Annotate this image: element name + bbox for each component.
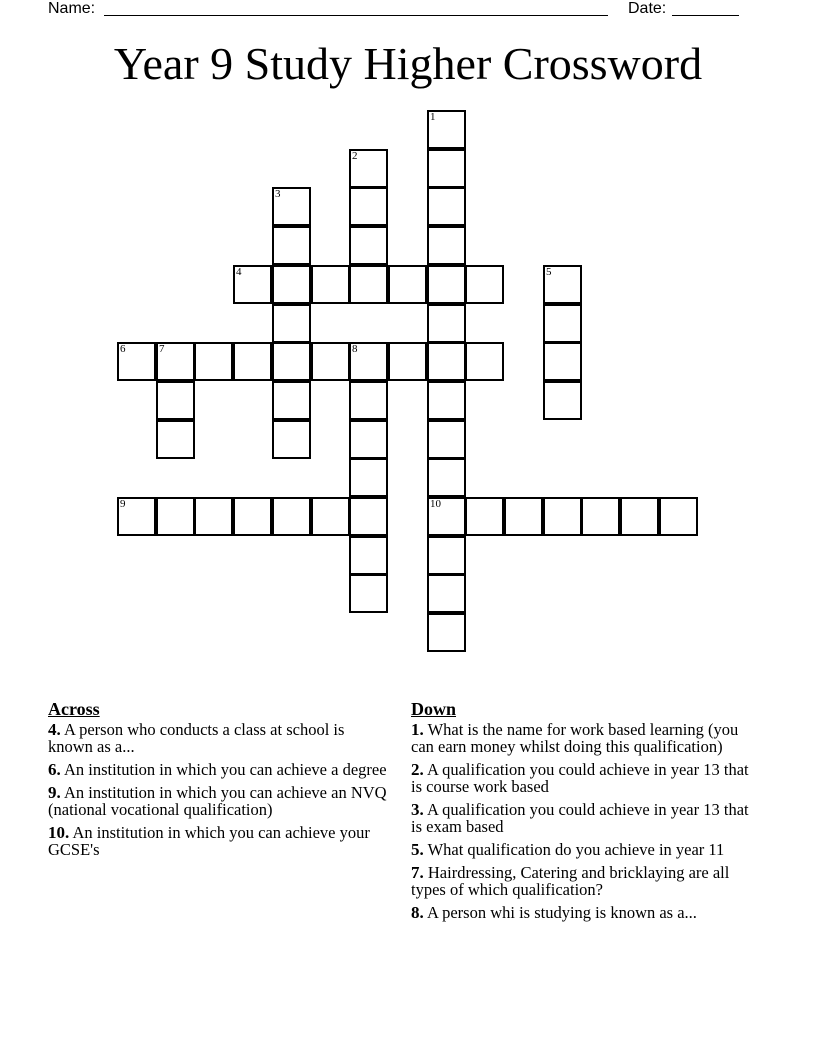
crossword-cell[interactable] bbox=[272, 381, 311, 420]
clue-text: Hairdressing, Catering and bricklaying are all types of which qualification? bbox=[411, 863, 730, 899]
crossword-cell[interactable] bbox=[117, 497, 156, 536]
cell-number: 1 bbox=[430, 111, 436, 123]
name-label: Name: bbox=[48, 0, 96, 17]
down-clues bbox=[411, 698, 756, 927]
clue-text: An institution in which you can achieve an NVQ (national vocational qualification) bbox=[48, 783, 387, 819]
clue-number: 3. bbox=[411, 800, 424, 819]
cell-number: 7 bbox=[159, 343, 165, 355]
crossword-cell[interactable] bbox=[427, 536, 466, 575]
crossword-cell[interactable] bbox=[311, 265, 350, 304]
crossword-cell[interactable] bbox=[581, 497, 620, 536]
crossword-cell[interactable] bbox=[272, 342, 311, 381]
cell-number: 10 bbox=[430, 498, 441, 510]
crossword-cell[interactable] bbox=[233, 265, 272, 304]
clue-text: A person who conducts a class at school is known as a... bbox=[48, 720, 345, 756]
clue-text: An institution in which you can achieve a degree bbox=[63, 760, 387, 779]
crossword-cell[interactable] bbox=[427, 226, 466, 265]
crossword-cell[interactable] bbox=[194, 497, 233, 536]
across-heading: Across bbox=[48, 699, 100, 719]
clue-across-6 bbox=[48, 761, 393, 778]
crossword-cell[interactable] bbox=[156, 381, 195, 420]
crossword-cell[interactable] bbox=[427, 420, 466, 459]
clue-number: 7. bbox=[411, 863, 424, 882]
clue-number: 6. bbox=[48, 760, 61, 779]
clue-down-5 bbox=[411, 841, 756, 858]
crossword-cell[interactable] bbox=[388, 342, 427, 381]
clue-down-7 bbox=[411, 864, 756, 898]
crossword-cell[interactable] bbox=[349, 574, 388, 613]
crossword-cell[interactable] bbox=[272, 265, 311, 304]
crossword-cell[interactable] bbox=[659, 497, 698, 536]
crossword-cell[interactable] bbox=[427, 304, 466, 343]
date-label: Date: bbox=[628, 0, 667, 17]
crossword-cell[interactable] bbox=[311, 342, 350, 381]
clue-number: 1. bbox=[411, 720, 424, 739]
crossword-cell[interactable] bbox=[156, 342, 195, 381]
cell-number: 4 bbox=[236, 266, 242, 278]
crossword-cell[interactable] bbox=[427, 613, 466, 652]
crossword-cell[interactable] bbox=[427, 149, 466, 188]
crossword-cell[interactable] bbox=[427, 381, 466, 420]
cell-number: 3 bbox=[275, 188, 281, 200]
crossword-cell[interactable] bbox=[272, 497, 311, 536]
crossword-cell[interactable] bbox=[427, 110, 466, 149]
crossword-cell[interactable] bbox=[272, 226, 311, 265]
crossword-cell[interactable] bbox=[349, 226, 388, 265]
clue-across-4 bbox=[48, 721, 393, 755]
down-heading: Down bbox=[411, 699, 457, 719]
crossword-cell[interactable] bbox=[117, 342, 156, 381]
crossword-cell[interactable] bbox=[349, 342, 388, 381]
cell-number: 8 bbox=[352, 343, 358, 355]
crossword-cell[interactable] bbox=[465, 342, 504, 381]
crossword-cell[interactable] bbox=[272, 304, 311, 343]
clue-down-2 bbox=[411, 761, 756, 795]
crossword-cell[interactable] bbox=[233, 342, 272, 381]
clue-text: A qualification you could achieve in year 13 that is course work based bbox=[411, 760, 749, 796]
crossword-cell[interactable] bbox=[427, 187, 466, 226]
clue-text: A person whi is studying is known as a... bbox=[426, 903, 697, 922]
crossword-cell[interactable] bbox=[620, 497, 659, 536]
clue-number: 9. bbox=[48, 783, 61, 802]
clue-down-1 bbox=[411, 721, 756, 755]
clue-text: What qualification do you achieve in year 11 bbox=[427, 840, 725, 859]
clue-text: An institution in which you can achieve your GCSE's bbox=[48, 823, 370, 859]
crossword-cell[interactable] bbox=[388, 265, 427, 304]
cell-number: 6 bbox=[120, 343, 126, 355]
crossword-cell[interactable] bbox=[504, 497, 543, 536]
clue-number: 2. bbox=[411, 760, 424, 779]
crossword-cell[interactable] bbox=[349, 187, 388, 226]
crossword-cell[interactable] bbox=[272, 187, 311, 226]
crossword-cell[interactable] bbox=[543, 304, 582, 343]
crossword-cell[interactable] bbox=[427, 265, 466, 304]
clue-number: 8. bbox=[411, 903, 424, 922]
crossword-cell[interactable] bbox=[156, 497, 195, 536]
clue-text: A qualification you could achieve in year 13 that is exam based bbox=[411, 800, 749, 836]
crossword-cell[interactable] bbox=[349, 458, 388, 497]
crossword-cell[interactable] bbox=[311, 497, 350, 536]
crossword-cell[interactable] bbox=[349, 149, 388, 188]
crossword-cell[interactable] bbox=[427, 497, 466, 536]
clue-down-3 bbox=[411, 801, 756, 835]
page-title: Year 9 Study Higher Crossword bbox=[113, 38, 703, 89]
across-clues bbox=[48, 698, 393, 864]
crossword-cell[interactable] bbox=[349, 265, 388, 304]
clue-down-8 bbox=[411, 904, 756, 921]
crossword-cell[interactable] bbox=[272, 420, 311, 459]
cell-number: 9 bbox=[120, 498, 126, 510]
clue-across-10 bbox=[48, 824, 393, 858]
crossword-cell[interactable] bbox=[349, 497, 388, 536]
crossword-cell[interactable] bbox=[349, 420, 388, 459]
crossword-cell[interactable] bbox=[543, 497, 582, 536]
crossword-cell[interactable] bbox=[543, 342, 582, 381]
clue-number: 5. bbox=[411, 840, 424, 859]
crossword-cell[interactable] bbox=[349, 381, 388, 420]
crossword-cell[interactable] bbox=[427, 458, 466, 497]
crossword-cell[interactable] bbox=[427, 574, 466, 613]
crossword-cell[interactable] bbox=[194, 342, 233, 381]
clue-across-9 bbox=[48, 784, 393, 818]
clue-number: 10. bbox=[48, 823, 70, 842]
clue-number: 4. bbox=[48, 720, 61, 739]
crossword-cell[interactable] bbox=[156, 420, 195, 459]
cell-number: 5 bbox=[546, 266, 552, 278]
crossword-cell[interactable] bbox=[543, 381, 582, 420]
crossword-cell[interactable] bbox=[543, 265, 582, 304]
crossword-cell[interactable] bbox=[465, 265, 504, 304]
crossword-cell[interactable] bbox=[465, 497, 504, 536]
crossword-cell[interactable] bbox=[233, 497, 272, 536]
clue-text: What is the name for work based learning (you can earn money whilst doing this qualification) bbox=[411, 720, 739, 756]
crossword-cell[interactable] bbox=[349, 536, 388, 575]
cell-number: 2 bbox=[352, 150, 358, 162]
crossword-cell[interactable] bbox=[427, 342, 466, 381]
